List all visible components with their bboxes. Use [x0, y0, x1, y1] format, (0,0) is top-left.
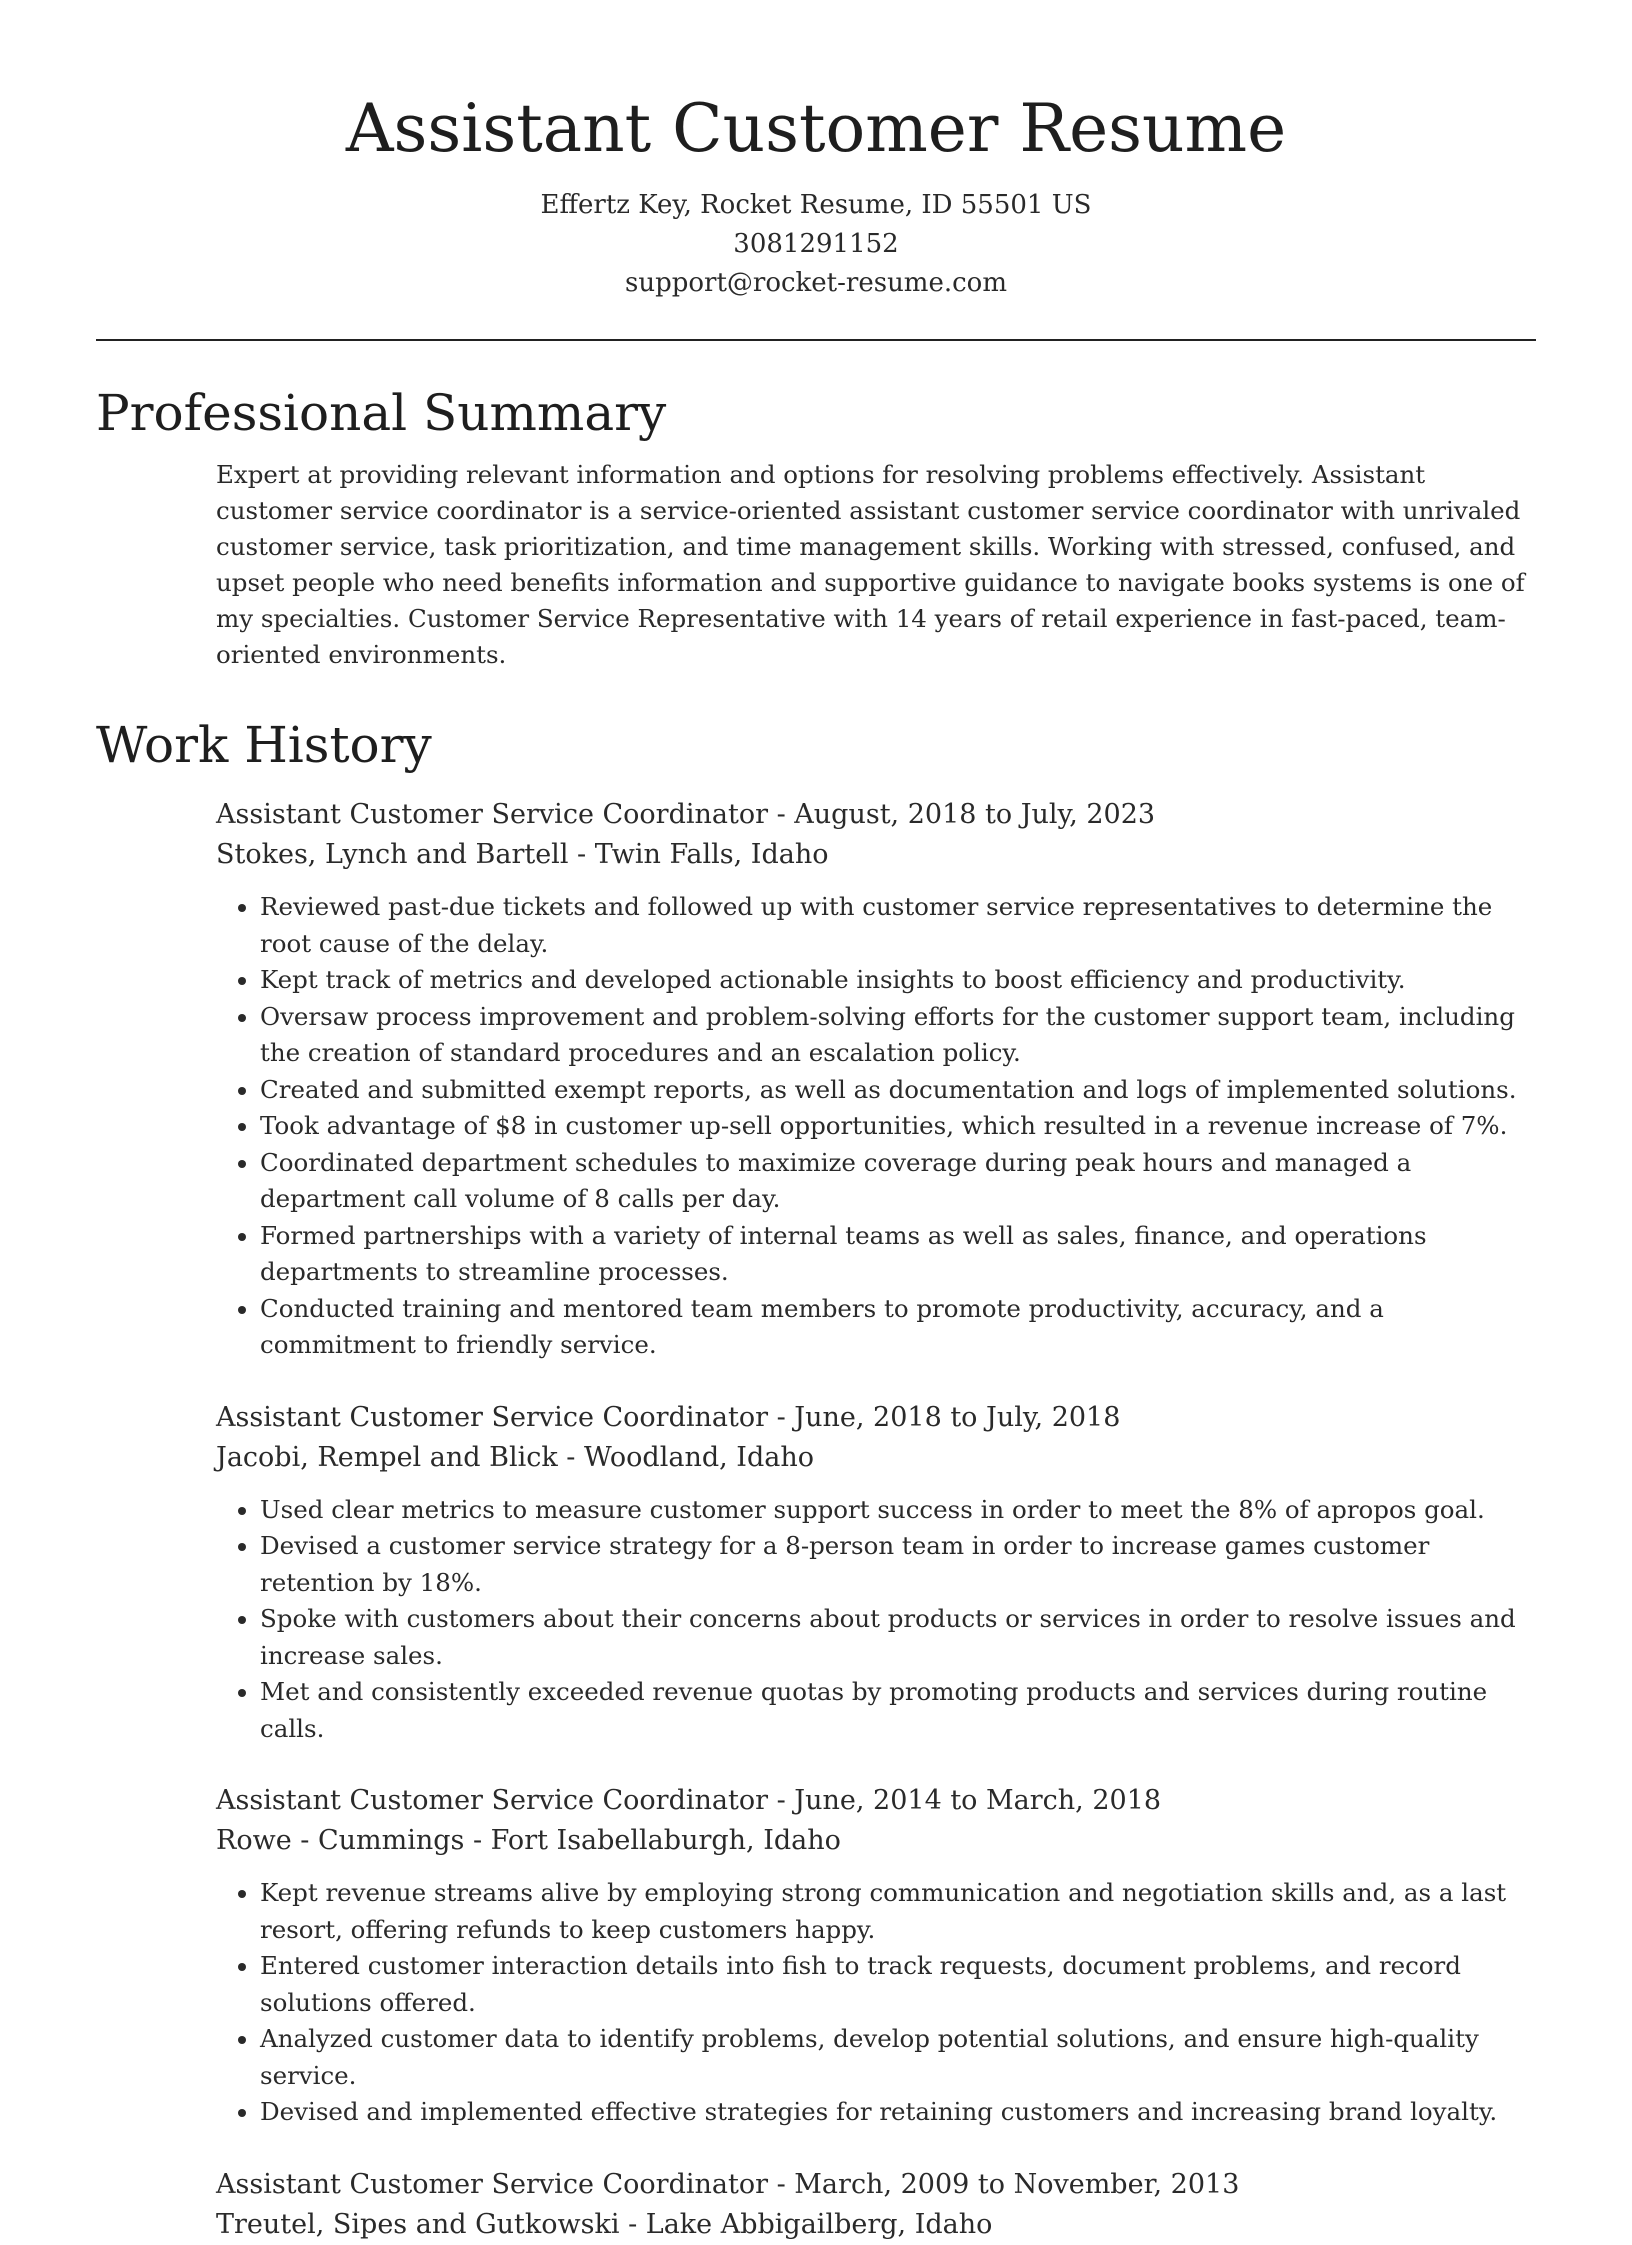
job-location: - Fort Isabellaburgh, Idaho: [464, 1825, 841, 1856]
job-bullets: [216, 889, 1536, 1364]
job-title: Assistant Customer Service Coordinator: [216, 1785, 768, 1816]
job-bullets: [216, 1875, 1536, 2131]
work-history-heading: Work History: [96, 716, 432, 774]
job-entry: [216, 1781, 1536, 2131]
job-bullet: • Kept track of metrics and developed actionable insights to boost efficiency and productivity.: [260, 962, 1536, 999]
job-location: - Woodland, Idaho: [557, 1441, 814, 1473]
job-company-line: [216, 2205, 1536, 2245]
job-location: - Twin Falls, Idaho: [568, 839, 829, 870]
summary-text: Expert at providing relevant information and options for resolving problems effectively. Assistant customer service coordinator is a service-oriented assistant customer service coordinator with unrivaled customer service, task prioritization, and time management skills. Working with stressed, confused, and upset people who need benefits information and supportive guidance to navigate books systems is one of my specialties. Customer Service Representative with 14 years of retail experience in fast-paced, team-oriented environments.: [216, 460, 1525, 669]
summary-heading: Professional Summary: [96, 384, 667, 442]
job-title-line: [216, 1781, 1536, 1821]
job-dates: - March, 2009 to November, 2013: [768, 2168, 1240, 2200]
job-bullet: • Devised and implemented effective strategies for retaining customers and increasing brand loyalty.: [260, 2094, 1536, 2131]
job-bullets: [216, 1492, 1536, 1748]
resume-header: [96, 0, 1536, 303]
job-dates: - June, 2018 to July, 2018: [768, 1401, 1121, 1433]
job-company: Treutel, Sipes and Gutkowski: [216, 2208, 620, 2240]
contact-block: [96, 186, 1536, 303]
job-bullet: • Reviewed past-due tickets and followed up with customer service representatives to determine the root cause of the delay.: [260, 889, 1536, 962]
job-dates: - June, 2014 to March, 2018: [768, 1785, 1162, 1816]
job-dates: - August, 2018 to July, 2023: [768, 799, 1156, 830]
job-title-line: [216, 795, 1536, 835]
job-bullet: • Formed partnerships with a variety of internal teams as well as sales, finance, and operations departments to streamline processes.: [260, 1218, 1536, 1291]
job-entry: [216, 2165, 1536, 2245]
job-bullet: • Devised a customer service strategy for a 8-person team in order to increase games customer retention by 18%.: [260, 1528, 1536, 1601]
job-title: Assistant Customer Service Coordinator: [216, 799, 768, 830]
job-title: Assistant Customer Service Coordinator: [216, 2168, 768, 2200]
email: support@rocket-resume.com: [624, 268, 1007, 298]
job-company: Stokes, Lynch and Bartell: [216, 839, 569, 870]
job-location: - Lake Abbigailberg, Idaho: [619, 2208, 993, 2240]
job-bullet: • Conducted training and mentored team members to promote productivity, accuracy, and a commitment to friendly service.: [260, 1291, 1536, 1364]
job-bullet: • Oversaw process improvement and problem-solving efforts for the customer support team, including the creation of standard procedures and an escalation policy.: [260, 999, 1536, 1072]
job-bullet: • Analyzed customer data to identify problems, develop potential solutions, and ensure high-quality service.: [260, 2021, 1536, 2094]
job-company-line: [216, 835, 1536, 875]
job-bullet: • Entered customer interaction details into fish to track requests, document problems, and record solutions offered.: [260, 1948, 1536, 2021]
job-bullet: • Created and submitted exempt reports, as well as documentation and logs of implemented solutions.: [260, 1072, 1536, 1109]
job-company-line: [216, 1438, 1536, 1478]
job-company: Rowe - Cummings: [216, 1825, 465, 1856]
job-bullet: • Met and consistently exceeded revenue quotas by promoting products and services during routine calls.: [260, 1674, 1536, 1747]
job-bullet: • Kept revenue streams alive by employing strong communication and negotiation skills and, as a last resort, offering refunds to keep customers happy.: [260, 1875, 1536, 1948]
job-company-line: [216, 1821, 1536, 1861]
job-title-line: [216, 2165, 1536, 2205]
address: Effertz Key, Rocket Resume, ID 55501 US: [540, 190, 1092, 220]
job-entry: [216, 1398, 1536, 1748]
job-bullet: • Coordinated department schedules to maximize coverage during peak hours and managed a department call volume of 8 calls per day.: [260, 1145, 1536, 1218]
phone: 3081291152: [733, 229, 899, 259]
job-company: Jacobi, Rempel and Blick: [216, 1441, 558, 1473]
job-bullet: • Used clear metrics to measure customer support success in order to meet the 8% of apropos goal.: [260, 1492, 1536, 1529]
header-divider: [96, 339, 1536, 341]
job-entry: [216, 795, 1536, 1364]
job-title-line: [216, 1398, 1536, 1438]
resume-title: Assistant Customer Resume: [345, 90, 1287, 167]
job-bullet: • Spoke with customers about their concerns about products or services in order to resolve issues and increase sales.: [260, 1601, 1536, 1674]
job-title: Assistant Customer Service Coordinator: [216, 1401, 768, 1433]
job-bullet: • Took advantage of $8 in customer up-sell opportunities, which resulted in a revenue increase of 7%.: [260, 1108, 1536, 1145]
